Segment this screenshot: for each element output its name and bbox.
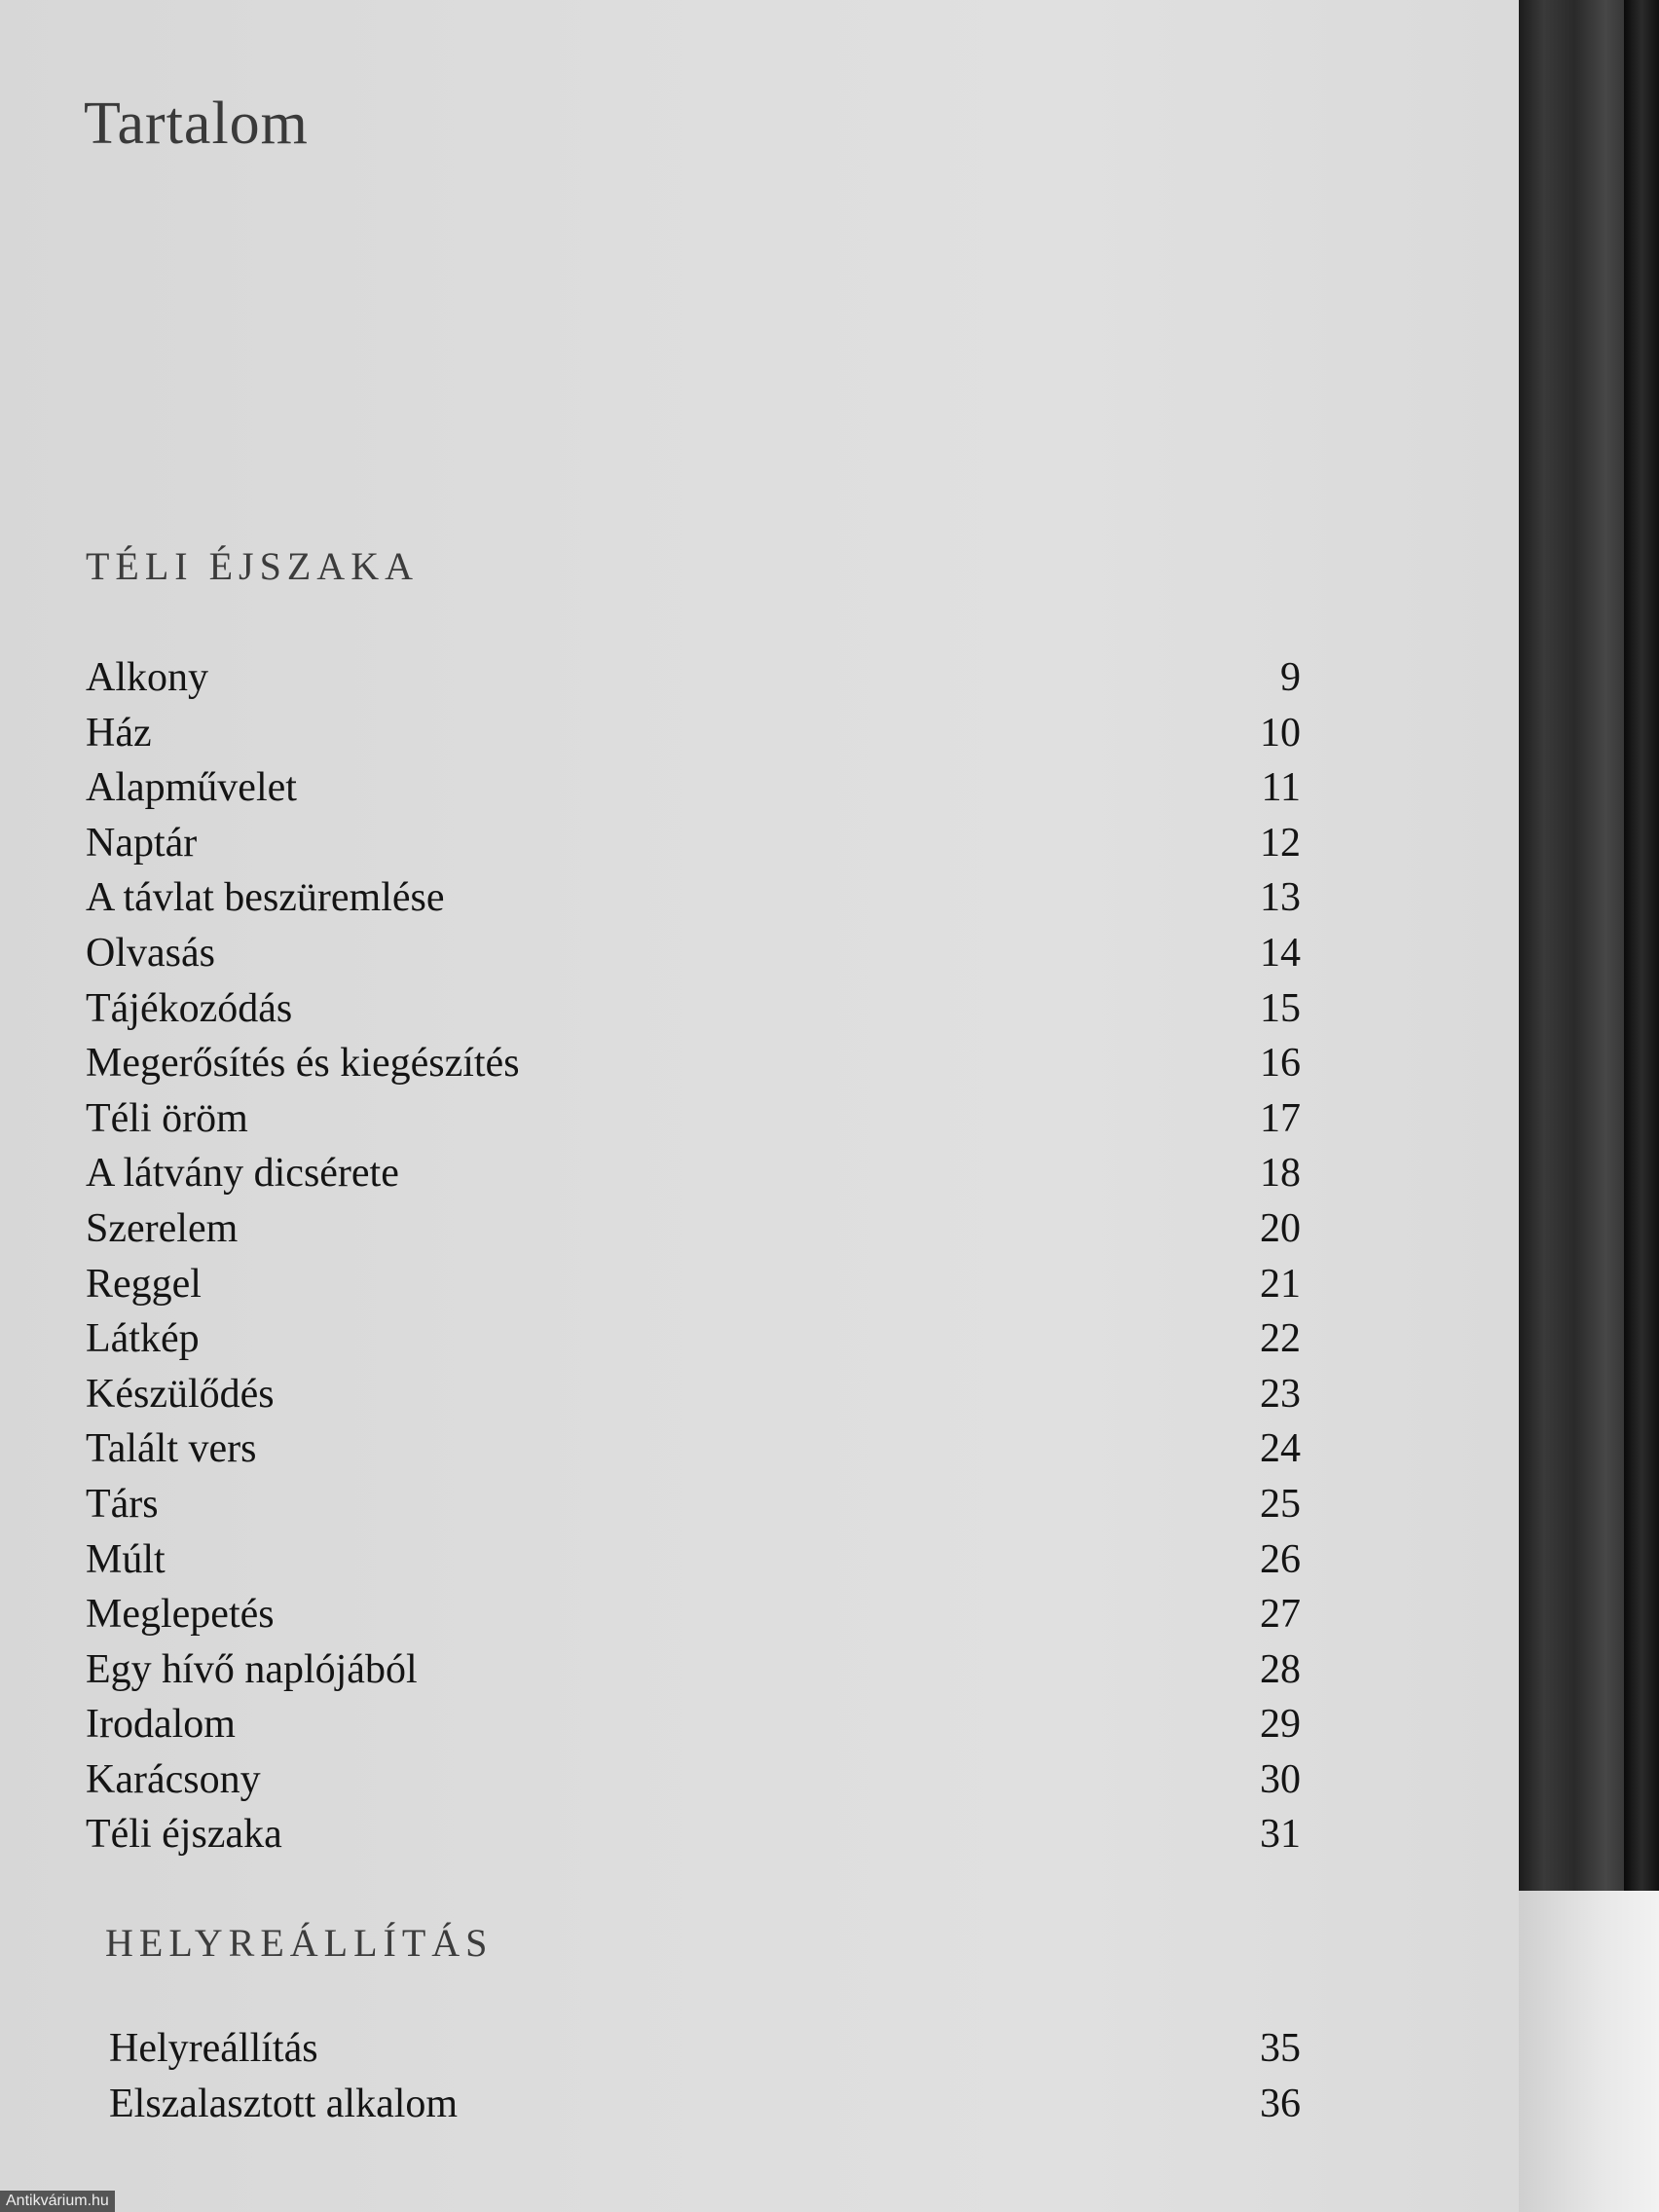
toc-entry-title: A távlat beszüremlése (86, 875, 445, 921)
page-title: Tartalom (84, 91, 309, 157)
toc-entry-title: Téli éjszaka (86, 1812, 282, 1858)
toc-entry-title: Látkép (86, 1316, 200, 1362)
page-edge (1519, 1891, 1659, 2212)
toc-entry-title: Készülődés (86, 1371, 275, 1417)
toc-entry[interactable] (86, 710, 1301, 765)
toc-entry-title: Alkony (86, 655, 208, 700)
toc-entry-title: Megerősítés és kiegészítés (86, 1041, 520, 1087)
toc-entry-page: 22 (1260, 1316, 1301, 1362)
toc-entry[interactable] (86, 654, 1301, 710)
toc-entry-page: 29 (1260, 1702, 1301, 1748)
toc-entry[interactable] (86, 764, 1301, 820)
section-heading-helyreallitas: HELYREÁLLÍTÁS (105, 1921, 494, 1965)
toc-entry-title: Egy hívő naplójából (86, 1646, 418, 1692)
watermark: Antikvárium.hu (0, 2191, 115, 2212)
toc-entry-page: 11 (1261, 765, 1301, 811)
toc-entry[interactable] (86, 1701, 1301, 1756)
section-heading-teli-ejszaka: TÉLI ÉJSZAKA (86, 544, 419, 588)
toc-entry-page: 9 (1280, 655, 1301, 700)
toc-entry-title: Tájékozódás (86, 985, 293, 1031)
toc-entry[interactable] (86, 1646, 1301, 1702)
toc-entry[interactable] (86, 820, 1301, 875)
toc-entry-page: 17 (1260, 1095, 1301, 1141)
show-through-text-left (68, 154, 78, 372)
toc-entry[interactable] (86, 1811, 1301, 1866)
toc-entry[interactable] (86, 1095, 1301, 1151)
toc-entry-title: Irodalom (86, 1702, 236, 1748)
toc-entry-page: 24 (1260, 1426, 1301, 1472)
toc-entry-title: Reggel (86, 1261, 202, 1307)
toc-list-teli-ejszaka (86, 654, 1301, 1866)
toc-entry-page: 18 (1260, 1151, 1301, 1197)
toc-entry-page: 27 (1260, 1592, 1301, 1638)
toc-entry-title: A látvány dicsérete (86, 1151, 399, 1197)
toc-entry-title: Meglepetés (86, 1592, 275, 1638)
toc-entry-title: Téli öröm (86, 1095, 248, 1141)
toc-entry-page: 31 (1260, 1812, 1301, 1858)
toc-entry-page: 20 (1260, 1205, 1301, 1251)
toc-entry-title: Társ (86, 1481, 159, 1527)
toc-entry[interactable] (86, 1205, 1301, 1261)
toc-entry-title: Szerelem (86, 1205, 239, 1251)
toc-entry[interactable] (86, 1425, 1301, 1481)
toc-entry-title: Olvasás (86, 930, 215, 976)
toc-entry[interactable] (109, 2025, 1301, 2081)
toc-entry-page: 36 (1260, 2081, 1301, 2126)
toc-entry[interactable] (86, 985, 1301, 1041)
toc-entry[interactable] (86, 874, 1301, 930)
toc-entry-page: 14 (1260, 930, 1301, 976)
toc-entry-page: 30 (1260, 1756, 1301, 1802)
toc-list-helyreallitas (109, 2025, 1301, 2135)
toc-entry[interactable] (86, 1481, 1301, 1536)
toc-entry-title: Ház (86, 710, 152, 756)
toc-entry-title: Elszalasztott alkalom (109, 2081, 459, 2126)
toc-entry-page: 12 (1260, 820, 1301, 866)
toc-entry-page: 26 (1260, 1536, 1301, 1582)
toc-entry-page: 21 (1260, 1261, 1301, 1307)
toc-entry-page: 23 (1260, 1371, 1301, 1417)
toc-entry-title: Helyreállítás (109, 2026, 318, 2071)
toc-entry-page: 25 (1260, 1481, 1301, 1527)
toc-entry-page: 13 (1260, 875, 1301, 921)
toc-entry[interactable] (86, 1536, 1301, 1592)
toc-entry-title: Naptár (86, 820, 198, 866)
toc-entry[interactable] (86, 1261, 1301, 1316)
toc-entry-page: 10 (1260, 710, 1301, 756)
toc-entry[interactable] (86, 1315, 1301, 1371)
toc-entry-page: 28 (1260, 1646, 1301, 1692)
toc-entry[interactable] (86, 930, 1301, 985)
toc-entry-page: 16 (1260, 1041, 1301, 1087)
toc-entry-page: 15 (1260, 985, 1301, 1031)
toc-entry-title: Múlt (86, 1536, 166, 1582)
toc-entry-page: 35 (1260, 2026, 1301, 2071)
toc-entry[interactable] (86, 1371, 1301, 1426)
toc-entry[interactable] (109, 2081, 1301, 2136)
toc-entry[interactable] (86, 1150, 1301, 1205)
toc-entry[interactable] (86, 1591, 1301, 1646)
toc-entry-title: Talált vers (86, 1426, 257, 1472)
toc-entry-title: Karácsony (86, 1756, 261, 1802)
toc-entry[interactable] (86, 1756, 1301, 1812)
book-spine-edge (1624, 0, 1659, 1891)
toc-entry-title: Alapművelet (86, 765, 297, 811)
toc-entry[interactable] (86, 1040, 1301, 1095)
